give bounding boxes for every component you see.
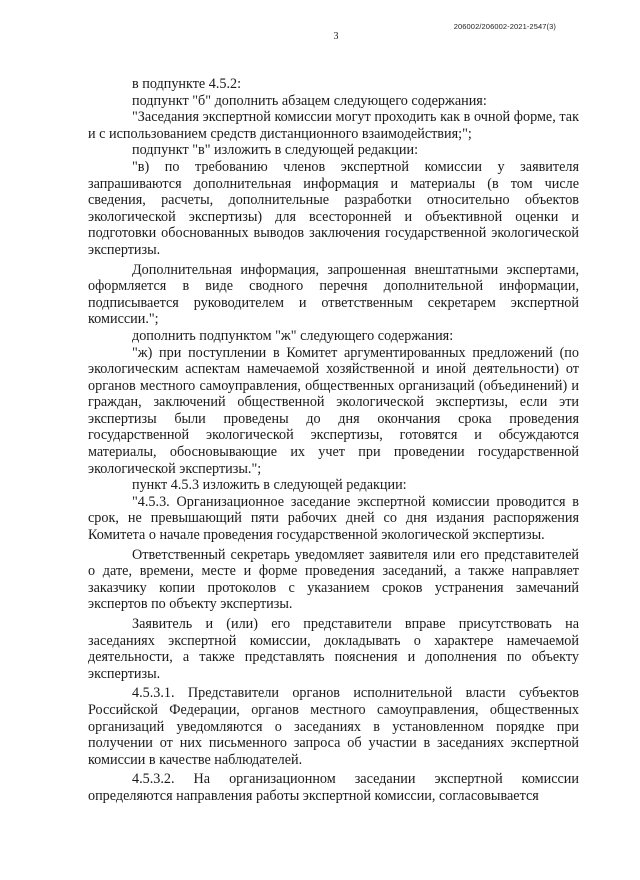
paragraph: в подпункте 4.5.2: [132,76,242,92]
paragraph: "в) по требованию членов экспертной комиссии у заявителя запрашиваются дополнительная информация и материалы (в том числе сведения, расчеты, дополнительные разработки относительно объектов экологической экспертизы) для всесторонней и объективной оценки и подготовки обоснованных выводов заключения государственной экологической экспертизы. [88,158,579,258]
paragraph: подпункт "б" дополнить абзацем следующего содержания: [132,92,487,109]
paragraph: Ответственный секретарь уведомляет заявителя или его представителей о дате, времени, месте и форме проведения заседаний, а также направляет заказчику копии протоколов с указанием сроков устранения замечаний экспертов по объекту экспертизы. [88,546,579,613]
paragraph: Заявитель и (или) его представители вправе присутствовать на заседаниях экспертной комиссии, докладывать о характере намечаемой деятельности, а также представлять пояснения и дополнения по объекту экспертизы. [88,616,579,682]
document-body [88,76,579,805]
paragraph: пункт 4.5.3 изложить в следующей редакции: [132,477,407,494]
document-id: 206002/206002-2021-2547(3) [453,22,556,31]
paragraph: 4.5.3.1. Представители органов исполнительной власти субъектов Российской Федерации, органов местного самоуправления, общественных организаций уведомляются о заседаниях в установленном порядке при получении от них письменного запроса об участии в заседаниях экспертной комиссии в качестве наблюдателей. [88,685,579,768]
paragraph: дополнить подпунктом "ж" следующего содержания: [132,327,454,344]
paragraph: "4.5.3. Организационное заседание экспертной комиссии проводится в срок, не превышающий пяти рабочих дней со дня издания распоряжения Комитета о начале проведения государственной экологической экспертизы. [88,493,579,544]
paragraph: подпункт "в" изложить в следующей редакции: [132,142,419,159]
paragraph: Дополнительная информация, запрошенная внештатными экспертами, оформляется в виде сводного перечня дополнительной информации, подписывается руководителем и ответственным секретарем экспертной комиссии."; [88,261,579,328]
paragraph: 4.5.3.2. На организационном заседании экспертной комиссии определяются направления работы экспертной комиссии, согласовывается [88,771,579,804]
page-number: 3 [333,31,339,42]
paragraph: "Заседания экспертной комиссии могут проходить как в очной форме, так и с использованием средств дистанционного взаимодействия;"; [88,109,579,142]
paragraph: "ж) при поступлении в Комитет аргументированных предложений (по экологическим аспектам намечаемой хозяйственной и иной деятельности) от органов местного самоуправления, общественных организаций (объединений) и граждан, заключений общественной экологической экспертизы, если эти экспертизы были проведены до дня окончания срока проведения государственной экологической экспертизы, готовятся и обсуждаются материалы, обосновывающие их учет при проведении государственной экологической экспертизы."; [88,344,579,477]
